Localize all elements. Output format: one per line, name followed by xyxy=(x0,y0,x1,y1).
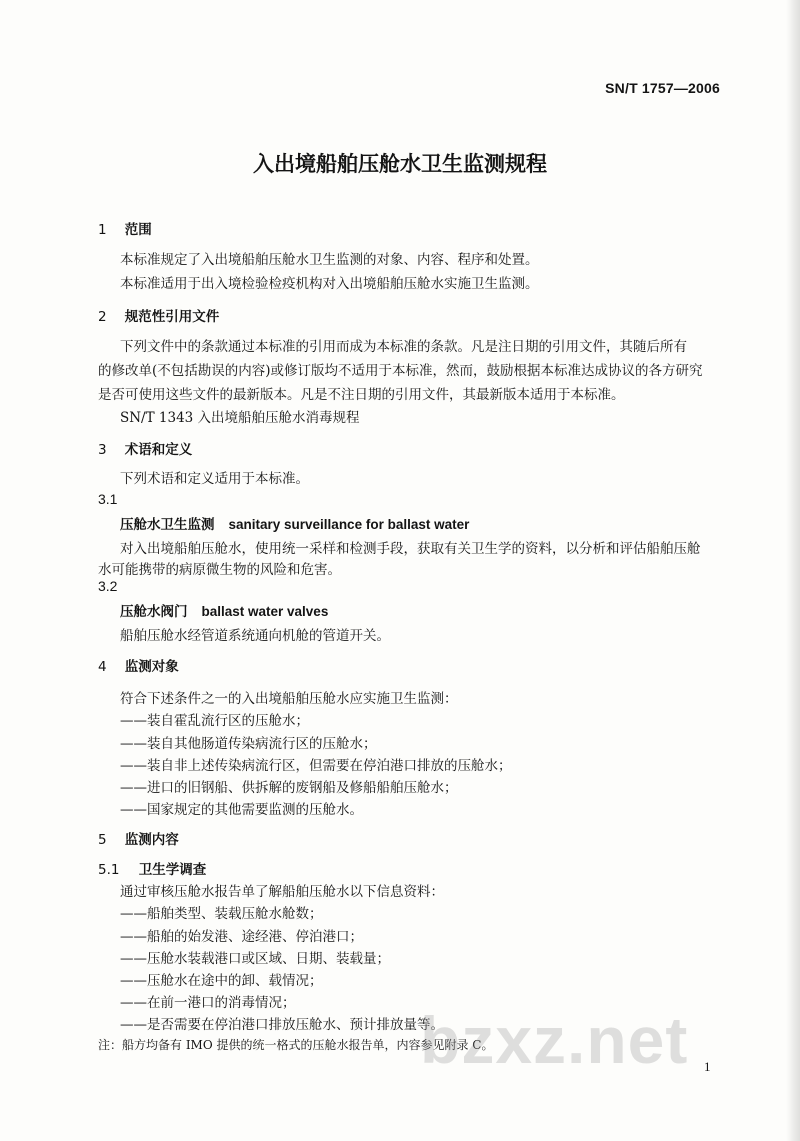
section-number: 5 xyxy=(98,832,107,848)
section-title: 范围 xyxy=(124,222,152,238)
term-number: 3.2 xyxy=(98,578,118,594)
list-item: ——进口的旧钢船、供拆解的废钢船及修船船舶压舱水； xyxy=(120,780,458,796)
term-zh: 压舱水卫生监测 xyxy=(120,517,215,533)
subsection-title: 卫生学调查 xyxy=(138,862,207,878)
list-item: ——国家规定的其他需要监测的压舱水。 xyxy=(120,802,363,818)
section-number: 1 xyxy=(98,222,107,238)
section-1-paragraph: 本标准适用于出入境检验检疫机构对入出境船舶压舱水实施卫生监测。 xyxy=(120,276,539,292)
page-number: 1 xyxy=(704,1059,711,1074)
list-item: ——船舶的始发港、途经港、停泊港口； xyxy=(120,929,363,945)
section-title: 监测内容 xyxy=(124,832,179,848)
section-3-intro: 下列术语和定义适用于本标准。 xyxy=(120,471,309,487)
section-4-intro: 符合下述条件之一的入出境船舶压舱水应实施卫生监测： xyxy=(120,691,458,707)
note: 注：船方均备有 IMO 提供的统一格式的压舱水报告单，内容参见附录 C。 xyxy=(98,1038,494,1052)
term-definition-line: 对入出境船舶压舱水，使用统一采样和检测手段，获取有关卫生学的资料，以分析和评估船舶压舱 xyxy=(120,541,701,557)
section-title: 术语和定义 xyxy=(124,442,193,458)
section-number: 3 xyxy=(98,442,107,458)
term-heading xyxy=(120,600,328,620)
term-en: sanitary surveillance for ballast water xyxy=(228,517,470,532)
list-item: ——装自其他肠道传染病流行区的压舱水； xyxy=(120,736,377,752)
subsection-5-1-heading xyxy=(98,858,206,878)
section-1-paragraph: 本标准规定了入出境船舶压舱水卫生监测的对象、内容、程序和处置。 xyxy=(120,252,539,268)
list-item: ——在前一港口的消毒情况； xyxy=(120,995,296,1011)
section-2-paragraph-line: 下列文件中的条款通过本标准的引用而成为本标准的条款。凡是注日期的引用文件，其随后所有 xyxy=(120,339,687,355)
term-en: ballast water valves xyxy=(201,604,329,619)
list-item: ——压舱水在途中的卸、载情况； xyxy=(120,973,323,989)
watermark: bzxz.net xyxy=(420,1003,689,1077)
document-title: 入出境船舶压舱水卫生监测规程 xyxy=(253,152,547,176)
subsection-number: 5.1 xyxy=(98,862,120,878)
subsection-intro: 通过审核压舱水报告单了解船舶压舱水以下信息资料： xyxy=(120,884,444,900)
standard-number: SN/T 1757—2006 xyxy=(605,80,720,96)
section-title: 监测对象 xyxy=(124,659,179,675)
term-heading xyxy=(120,513,469,533)
section-number: 2 xyxy=(98,309,107,325)
section-2-paragraph-line: 是否可使用这些文件的最新版本。凡是不注日期的引用文件，其最新版本适用于本标准。 xyxy=(98,387,625,403)
section-2-paragraph-line: 的修改单(不包括勘误的内容)或修订版均不适用于本标准，然而，鼓励根据本标准达成协议的各方研究 xyxy=(98,363,703,379)
term-zh: 压舱水阀门 xyxy=(120,604,188,620)
list-item: ——压舱水装载港口或区域、日期、装载量； xyxy=(120,951,390,967)
normative-reference: SN/T 1343 入出境船舶压舱水消毒规程 xyxy=(120,410,360,426)
section-title: 规范性引用文件 xyxy=(124,309,220,325)
list-item: ——装自非上述传染病流行区，但需要在停泊港口排放的压舱水； xyxy=(120,758,512,774)
term-definition-line: 船舶压舱水经管道系统通向机舱的管道开关。 xyxy=(120,628,390,644)
term-definition-line: 水可能携带的病原微生物的风险和危害。 xyxy=(98,562,341,578)
section-2-heading xyxy=(98,305,219,325)
section-4-heading xyxy=(98,655,179,675)
section-5-heading xyxy=(98,828,179,848)
term-number: 3.1 xyxy=(98,491,118,507)
section-1-heading xyxy=(98,218,152,238)
list-item: ——船舶类型、装载压舱水舱数； xyxy=(120,906,323,922)
list-item: ——是否需要在停泊港口排放压舱水、预计排放量等。 xyxy=(120,1017,444,1033)
section-3-heading xyxy=(98,438,192,458)
list-item: ——装自霍乱流行区的压舱水； xyxy=(120,713,309,729)
section-number: 4 xyxy=(98,659,107,675)
